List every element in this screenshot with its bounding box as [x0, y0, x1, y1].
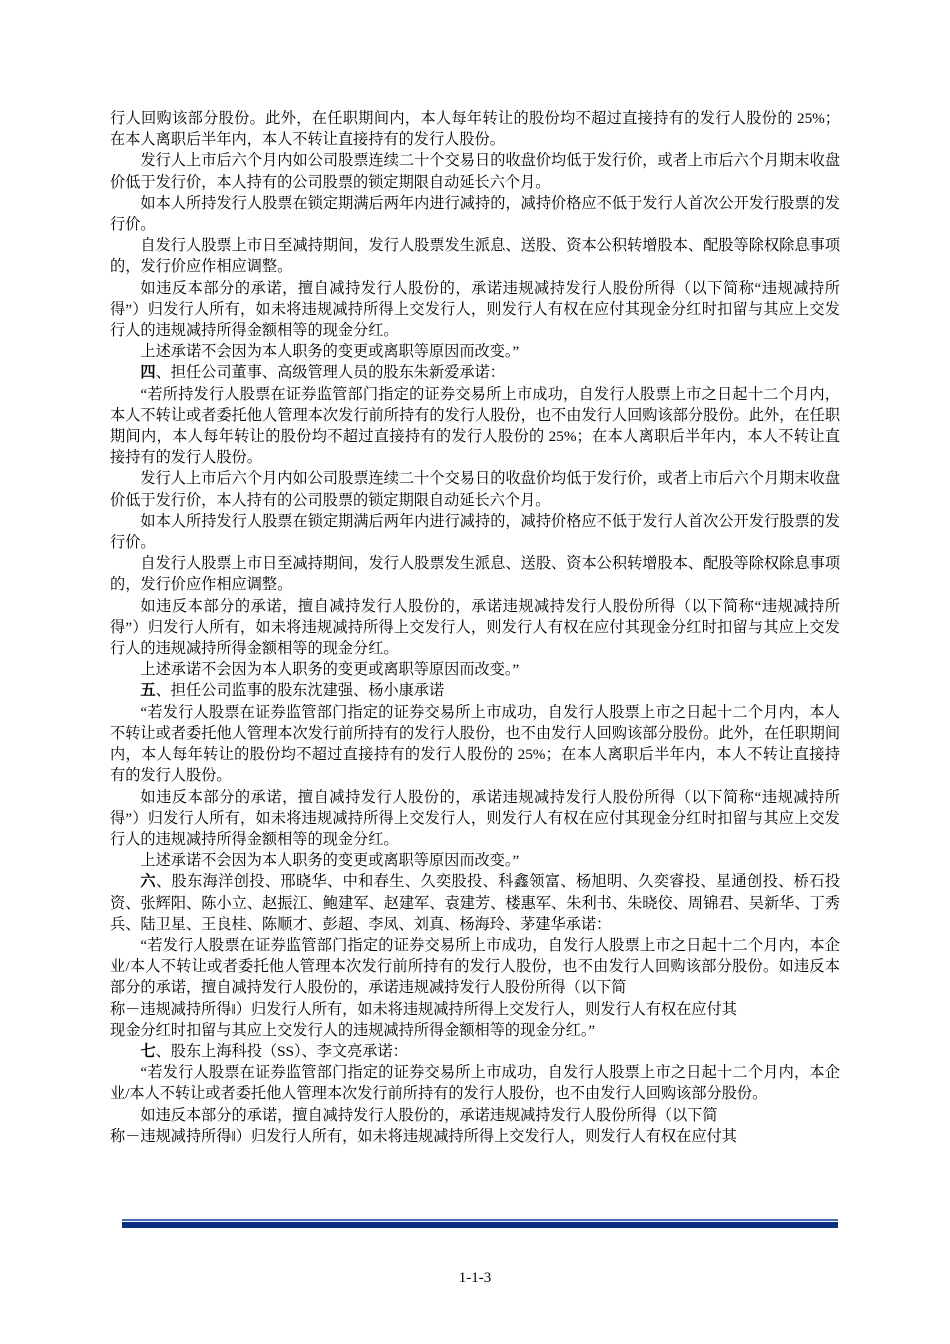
- p2-lockup-extension: 发行人上市后六个月内如公司股票连续二十个交易日的收盘价均低于发行价，或者上市后六个月期末收盘价低于发行价，本人持有的公司股票的锁定期限自动延长六个月。: [110, 152, 840, 191]
- p24-section-seven-lockup: “若发行人股票在证券监管部门指定的证券交易所上市成功，自发行人股票上市之日起十二个月内，本企业/本人不转让或者委托他人管理本次发行前所持有的发行人股份，也不由发行人回购该部分股份。: [110, 1064, 840, 1103]
- section-heading-text: 、股东海洋创投、邢晓华、中和春生、久奕股投、科鑫领富、杨旭明、久奕睿投、星通创投、桥石投资、张辉阳、陈小立、赵振江、鲍建军、赵建军、袁建芳、楼惠军、朱利书、朱晓佼、周锦君、吴新华、丁秀兵、陆卫星、王良桂、陈顺才、彭超、李凤、刘真、杨海玲、茅建华承诺：: [110, 873, 841, 933]
- section-heading-text: 、担任公司董事、高级管理人员的股东朱新爱承诺：: [155, 364, 505, 382]
- p14-section-four-survives: 上述承诺不会因为本人职务的变更或离职等原因而改变。”: [140, 661, 520, 679]
- page-footer: [0, 1268, 950, 1288]
- p12-section-four-ex-rights: 自发行人股票上市日至减持期间，发行人股票发生派息、送股、资本公积转增股本、配股等除权除息事项的，发行价应作相应调整。: [110, 555, 840, 594]
- p22-section-six-dividend-withhold: 现金分红时扣留与其应上交发行人的违规减持所得金额相等的现金分红。”: [110, 1021, 596, 1039]
- p17-section-five-violation: 如违反本部分的承诺，擅自减持发行人股份的，承诺违规减持发行人股份所得（以下简称“违规减持所得”）归发行人所有，如未将违规减持所得上交发行人，则发行人有权在应付其现金分红时扣留与其应上交发行人的违规减持所得金额相等的现金分红。: [110, 788, 840, 848]
- p3-reduction-price-floor: 如本人所持发行人股票在锁定期满后两年内进行减持的，减持价格应不低于发行人首次公开发行股票的发行价。: [110, 194, 840, 234]
- p5-violation-proceeds: 如违反本部分的承诺，擅自减持发行人股份的，承诺违规减持发行人股份所得（以下简称“违规减持所得”）归发行人所有，如未将违规减持所得上交发行人，则发行人有权在应付其现金分红时扣留与其应上交发行人的违规减持所得金额相等的现金分红。: [110, 279, 840, 340]
- p10-section-four-extension: 发行人上市后六个月内如公司股票连续二十个交易日的收盘价均低于发行价，或者上市后六个月期末收盘价低于发行价，本人持有的公司股票的锁定期限自动延长六个月。: [110, 470, 840, 509]
- p7-section-four-heading: [110, 362, 840, 383]
- p1-continuation-director-commitment: 行人回购该部分股份。此外，在任职期间内，本人每年转让的股份均不超过直接持有的发行人股份的 25%；在本人离职后半年内，本人不转让直接持有的发行人股份。: [110, 110, 840, 149]
- p13-section-four-violation: 如违反本部分的承诺，擅自减持发行人股份的，承诺违规减持发行人股份所得（以下简称“违规减持所得”）归发行人所有，如未将违规减持所得上交发行人，则发行人有权在应付其现金分红时扣留与其应上交发行人的违规减持所得金额相等的现金分红。: [110, 597, 840, 658]
- p15-section-five-heading: [110, 680, 840, 701]
- p6-commitment-survives: 上述承诺不会因为本人职务的变更或离职等原因而改变。”: [140, 343, 520, 361]
- p9-section-four-lockup: “若所持发行人股票在证券监管部门指定的证券交易所上市成功，自发行人股票上市之日起十二个月内，本人不转让或者委托他人管理本次发行前所持有的发行人股份，也不由发行人回购该部分股份。此外，在任职期间内，本人每年转让的股份均不超过直接持有的发行人股份的 25%；在本人离职后半年内，本人不转让直接持有的发行人股份。: [110, 385, 840, 467]
- p26-section-seven-violation-continuation: 称－违规减持所得‖）归发行人所有，如未将违规减持所得上交发行人，则发行人有权在应付其: [110, 1127, 737, 1145]
- p4-ex-rights-adjustment: 自发行人股票上市日至减持期间，发行人股票发生派息、送股、资本公积转增股本、配股等除权除息事项的，发行价应作相应调整。: [110, 237, 840, 276]
- p23-section-seven-heading: [110, 1041, 840, 1062]
- p16-section-five-lockup: “若发行人股票在证券监管部门指定的证券交易所上市成功，自发行人股票上市之日起十二个月内，本人不转让或者委托他人管理本次发行前所持有的发行人股份，也不由发行人回购该部分股份。此外，在任职期间内，本人每年转让的股份均不超过直接持有的发行人股份的 25%；在本人离职后半年内，本人不转让直接持有的发行人股份。: [110, 703, 840, 785]
- p19-section-six-heading: [110, 871, 840, 935]
- p25-section-seven-violation: 如违反本部分的承诺，擅自减持发行人股份的，承诺违规减持发行人股份所得（以下简: [140, 1106, 718, 1124]
- p21-section-six-violation-continuation: 称－违规减持所得‖）归发行人所有，如未将违规减持所得上交发行人，则发行人有权在应付其: [110, 1000, 737, 1018]
- footer-divider-rule: [122, 1219, 838, 1228]
- section-ordinal: 四: [140, 364, 156, 382]
- p18-section-five-survives: 上述承诺不会因为本人职务的变更或离职等原因而改变。”: [140, 852, 520, 870]
- section-ordinal: 六: [140, 873, 156, 891]
- p11-section-four-price-floor: 如本人所持发行人股票在锁定期满后两年内进行减持的，减持价格应不低于发行人首次公开发行股票的发行价。: [110, 512, 840, 552]
- divider-thick-line: [122, 1222, 838, 1228]
- section-heading-text: 、担任公司监事的股东沈建强、杨小康承诺: [155, 682, 445, 700]
- section-ordinal: 五: [140, 682, 156, 700]
- p20-section-six-lockup: “若发行人股票在证券监管部门指定的证券交易所上市成功，自发行人股票上市之日起十二个月内，本企业/本人不转让或者委托他人管理本次发行前所持有的发行人股份，也不由发行人回购该部分股份。如违反本部分的承诺，擅自减持发行人股份的，承诺违规减持发行人股份所得（以下简: [110, 936, 840, 997]
- page-body-text: [110, 108, 840, 1147]
- section-ordinal: 七: [140, 1042, 156, 1060]
- page-number: 1-1-3: [458, 1270, 492, 1286]
- section-heading-text: 、股东上海科投（SS）、李文亮承诺：: [155, 1042, 408, 1060]
